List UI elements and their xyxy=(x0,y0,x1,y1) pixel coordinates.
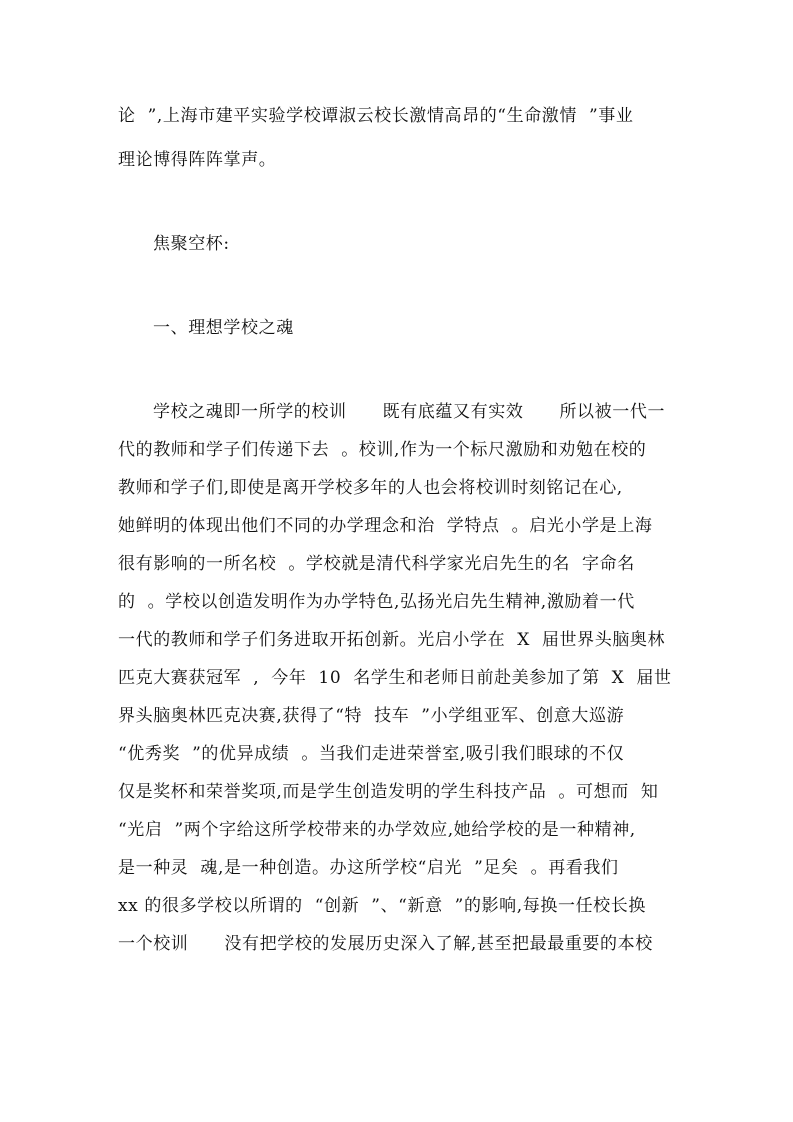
paragraph-line: 是一种灵 魂,是一种创造。办这所学校“启光 ”足矣 。再看我们 xyxy=(118,858,619,878)
paragraph-line: 教师和学子们,即使是离开学校多年的人也会将校训时刻铭记在心, xyxy=(118,478,623,498)
paragraph-line: 理论博得阵阵掌声。 xyxy=(118,150,277,170)
paragraph-line: 很有影响的一所名校 。学校就是清代科学家光启先生的名 字命名 xyxy=(118,554,635,574)
paragraph-line: 代的教师和学子们传递下去 。校训,作为一个标尺激励和劝勉在校的 xyxy=(118,440,647,460)
section-heading: 焦聚空杯: xyxy=(153,234,230,254)
paragraph-line: 的 。学校以创造发明作为办学特色,弘扬光启先生精神,激励着一代 xyxy=(118,592,635,612)
paragraph-line: 她鲜明的体现出他们不同的办学理念和治 学特点 。启光小学是上海 xyxy=(118,516,653,536)
paragraph-line: xx 的很多学校以所谓的 “创新 ”、“新意 ”的影响,每换一任校长换 xyxy=(118,896,646,916)
paragraph-line: 界头脑奥林匹克决赛,获得了“特 技车 ”小学组亚军、创意大巡游 xyxy=(118,706,625,726)
paragraph-line: 仅是奖杯和荣誉奖项,而是学生创造发明的学生科技产品 。可想而 知 xyxy=(118,782,659,802)
section-heading: 一、理想学校之魂 xyxy=(153,318,294,338)
paragraph-line: 论 ”,上海市建平实验学校谭淑云校长激情高昂的“生命激情 ”事业 xyxy=(118,106,634,126)
paragraph-line: “优秀奖 ”的优异成绩 。当我们走进荣誉室,吸引我们眼球的不仅 xyxy=(118,744,625,764)
paragraph-line: 一个校训 没有把学校的发展历史深入了解,甚至把最最重要的本校 xyxy=(118,934,653,954)
paragraph-line: 匹克大赛获冠军 , 今年 10 名学生和老师日前赴美参加了第 X 届世 xyxy=(118,668,672,688)
paragraph-line: 一代的教师和学子们务进取开拓创新。光启小学在 X 届世界头脑奥林 xyxy=(118,630,666,650)
paragraph-line: 学校之魂即一所学的校训 既有底蕴又有实效 所以被一代一 xyxy=(153,402,666,422)
paragraph-line: “光启 ”两个字给这所学校带来的办学效应,她给学校的是一种精神, xyxy=(118,820,636,840)
